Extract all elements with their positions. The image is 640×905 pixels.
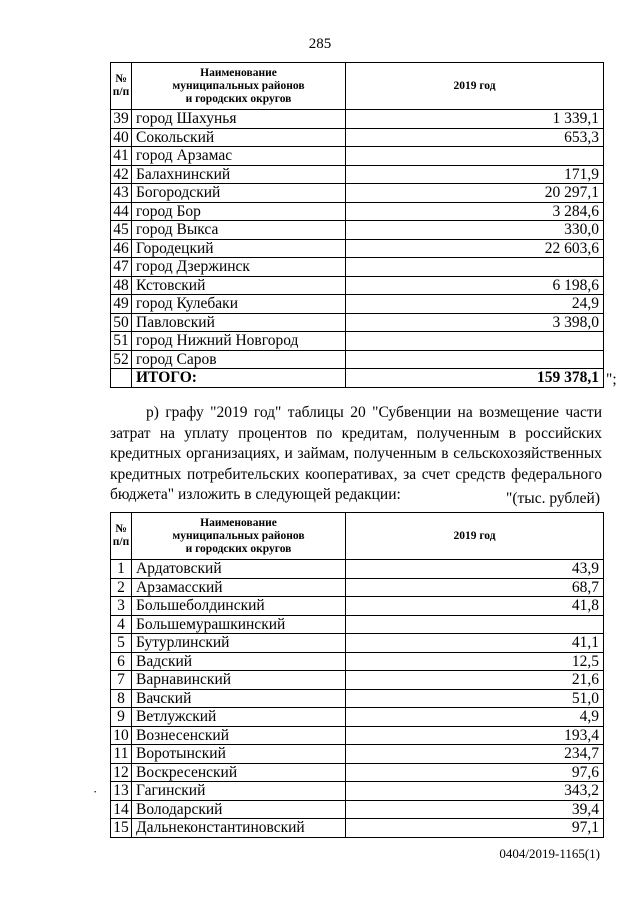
row-number: 51 (111, 332, 132, 351)
row-number: 14 (111, 800, 132, 819)
row-number: 42 (111, 165, 132, 184)
amount-value: 20 297,1 (346, 184, 604, 203)
table-row (111, 276, 604, 295)
row-number: 48 (111, 276, 132, 295)
amount-value: 97,6 (346, 763, 604, 782)
district-name: Варнавинский (132, 671, 346, 690)
amount-value: 653,3 (346, 128, 604, 147)
table-row (111, 652, 604, 671)
row-number: 47 (111, 258, 132, 277)
district-name: город Арзамас (132, 147, 346, 166)
amount-value: 6 198,6 (346, 276, 604, 295)
amount-value: 68,7 (346, 578, 604, 597)
table-row (111, 239, 604, 258)
table-row (111, 221, 604, 240)
paragraph-text: р) графу "2019 год" таблицы 20 "Субвенции на возмещение части затрат на уплату процентов по кредитам, полученным в российских кредитных организациях, и займам, полученным в сельскохозяйственных кредитных потребительских кооперативах, за счет средств федерального бюджета" изложить в следующей редакции: (110, 404, 602, 503)
row-number: 3 (111, 597, 132, 616)
table-row (111, 800, 604, 819)
total-row (111, 369, 604, 388)
amount-value (346, 332, 604, 351)
row-number: 40 (111, 128, 132, 147)
unit-note: "(тыс. рублей) (506, 490, 600, 507)
table-row (111, 671, 604, 690)
district-name: Гагинский (132, 782, 346, 801)
row-number: 11 (111, 745, 132, 764)
amount-value (346, 350, 604, 369)
total-label: ИТОГО: (132, 369, 346, 388)
district-name: город Саров (132, 350, 346, 369)
table-closing-quote: "; (606, 371, 617, 388)
district-name: город Шахунья (132, 110, 346, 129)
amount-value: 330,0 (346, 221, 604, 240)
amount-value (346, 615, 604, 634)
row-number: 43 (111, 184, 132, 203)
table-row (111, 615, 604, 634)
amount-value: 3 398,0 (346, 313, 604, 332)
amount-value: 41,1 (346, 634, 604, 653)
table-row (111, 184, 604, 203)
table-row (111, 332, 604, 351)
header-year: 2019 год (346, 513, 604, 560)
table-row (111, 578, 604, 597)
row-number: 13 (111, 782, 132, 801)
district-name: город Дзержинск (132, 258, 346, 277)
row-number: 49 (111, 295, 132, 314)
district-name: Городецкий (132, 239, 346, 258)
amount-value: 43,9 (346, 560, 604, 579)
amount-value: 12,5 (346, 652, 604, 671)
district-name: Воротынский (132, 745, 346, 764)
row-number: 1 (111, 560, 132, 579)
table-row (111, 350, 604, 369)
header-row (111, 513, 604, 560)
total-value: 159 378,1 (346, 369, 604, 388)
row-number: 4 (111, 615, 132, 634)
district-name: Ветлужский (132, 708, 346, 727)
row-number: 2 (111, 578, 132, 597)
table-row (111, 819, 604, 838)
table-row (111, 782, 604, 801)
row-number: 6 (111, 652, 132, 671)
amount-value: 3 284,6 (346, 202, 604, 221)
table-row (111, 634, 604, 653)
header-year: 2019 год (346, 63, 604, 110)
table-row (111, 689, 604, 708)
district-name: Дальнеконстантиновский (132, 819, 346, 838)
subsidy-table-continued (110, 62, 604, 388)
amount-value: 234,7 (346, 745, 604, 764)
subsidy-table-20 (110, 512, 604, 838)
row-number: 52 (111, 350, 132, 369)
district-name: Сокольский (132, 128, 346, 147)
table-row (111, 165, 604, 184)
table-row (111, 597, 604, 616)
row-number: 5 (111, 634, 132, 653)
district-name: Большемурашкинский (132, 615, 346, 634)
amount-value: 51,0 (346, 689, 604, 708)
row-number: 46 (111, 239, 132, 258)
amount-value: 41,8 (346, 597, 604, 616)
table-row (111, 258, 604, 277)
amount-value: 193,4 (346, 726, 604, 745)
district-name: город Бор (132, 202, 346, 221)
row-number: 41 (111, 147, 132, 166)
row-number: 15 (111, 819, 132, 838)
table-row (111, 295, 604, 314)
row-number: 7 (111, 671, 132, 690)
table-row (111, 763, 604, 782)
table-row (111, 110, 604, 129)
amount-value: 21,6 (346, 671, 604, 690)
district-name: город Нижний Новгород (132, 332, 346, 351)
district-name: Большеболдинский (132, 597, 346, 616)
document-code: 0404/2019-1165(1) (499, 846, 600, 861)
district-name: Богородский (132, 184, 346, 203)
district-name: Балахнинский (132, 165, 346, 184)
row-number: 12 (111, 763, 132, 782)
district-name: Вачский (132, 689, 346, 708)
total-blank (111, 369, 132, 388)
header-name: Наименование муниципальных районов и городских округов (132, 513, 346, 560)
district-name: город Выкса (132, 221, 346, 240)
table-row (111, 313, 604, 332)
table-row (111, 147, 604, 166)
row-number: 45 (111, 221, 132, 240)
page-number: 285 (308, 36, 332, 52)
row-number: 10 (111, 726, 132, 745)
table-row (111, 202, 604, 221)
table-row (111, 708, 604, 727)
row-number: 9 (111, 708, 132, 727)
row-number: 44 (111, 202, 132, 221)
amount-value: 22 603,6 (346, 239, 604, 258)
district-name: Павловский (132, 313, 346, 332)
row-number: 50 (111, 313, 132, 332)
amount-value (346, 258, 604, 277)
row-number: 39 (111, 110, 132, 129)
margin-mark: · (93, 784, 98, 799)
district-name: Бутурлинский (132, 634, 346, 653)
header-name: Наименование муниципальных районов и городских округов (132, 63, 346, 110)
district-name: Воскресенский (132, 763, 346, 782)
header-number: № п/п (111, 513, 132, 560)
amount-value: 97,1 (346, 819, 604, 838)
amount-value: 39,4 (346, 800, 604, 819)
table-row (111, 745, 604, 764)
amount-value: 24,9 (346, 295, 604, 314)
amount-value: 4,9 (346, 708, 604, 727)
header-number: № п/п (111, 63, 132, 110)
table-row (111, 128, 604, 147)
district-name: Вознесенский (132, 726, 346, 745)
amount-value: 1 339,1 (346, 110, 604, 129)
amount-value (346, 147, 604, 166)
district-name: Арзамасский (132, 578, 346, 597)
row-number: 8 (111, 689, 132, 708)
district-name: Ардатовский (132, 560, 346, 579)
table-row (111, 560, 604, 579)
district-name: Кстовский (132, 276, 346, 295)
table-row (111, 726, 604, 745)
district-name: Володарский (132, 800, 346, 819)
district-name: город Кулебаки (132, 295, 346, 314)
district-name: Вадский (132, 652, 346, 671)
header-row (111, 63, 604, 110)
amount-value: 171,9 (346, 165, 604, 184)
amount-value: 343,2 (346, 782, 604, 801)
